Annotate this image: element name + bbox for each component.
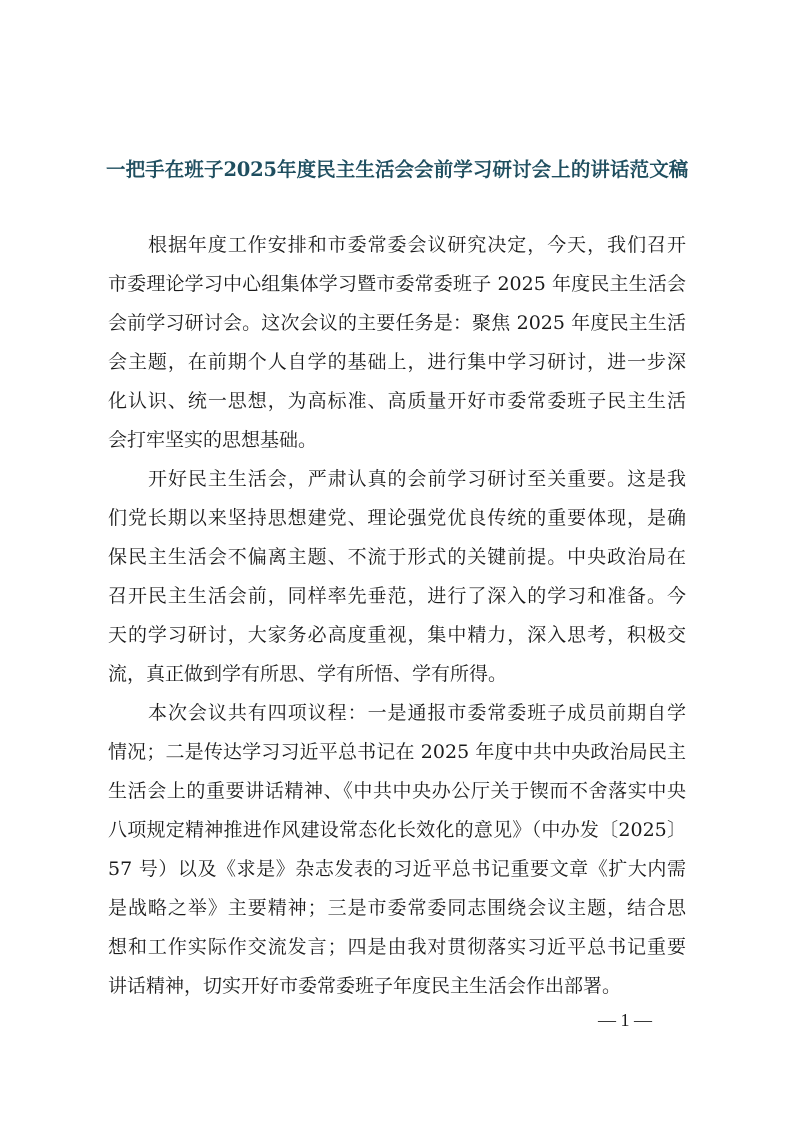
text-line: 八项规定精神推进作风建设常态化长效化的意见》（中办发〔2025〕 bbox=[108, 819, 686, 841]
text-line: 会主题，在前期个人自学的基础上，进行集中学习研讨，进一步深 bbox=[108, 351, 686, 373]
text-line: 会打牢坚实的思想基础。 bbox=[108, 429, 318, 451]
document-body bbox=[108, 226, 686, 1006]
text-line: 根据年度工作安排和市委常委会议研究决定，今天，我们召开 bbox=[148, 234, 686, 256]
text-line: 保民主生活会不偏离主题、不流于形式的关键前提。中央政治局在 bbox=[108, 546, 686, 568]
document-title: 一把手在班子2025年度民主生活会会前学习研讨会上的讲话范文稿 bbox=[106, 158, 688, 181]
text-line: 们党长期以来坚持思想建党、理论强党优良传统的重要体现，是确 bbox=[108, 507, 686, 529]
paragraph bbox=[108, 694, 686, 1006]
text-line: 召开民主生活会前，同样率先垂范，进行了深入的学习和准备。今 bbox=[108, 585, 686, 607]
text-line: 57 号）以及《求是》杂志发表的习近平总书记重要文章《扩大内需 bbox=[108, 858, 686, 880]
text-line: 情况；二是传达学习习近平总书记在 2025 年度中共中央政治局民主 bbox=[108, 741, 686, 763]
text-line: 本次会议共有四项议程：一是通报市委常委班子成员前期自学 bbox=[148, 702, 686, 724]
text-line: 化认识、统一思想，为高标准、高质量开好市委常委班子民主生活 bbox=[108, 390, 686, 412]
page-number: — 1 — bbox=[598, 1010, 652, 1030]
text-line: 讲话精神，切实开好市委常委班子年度民主生活会作出部署。 bbox=[108, 975, 622, 997]
paragraph bbox=[108, 460, 686, 694]
text-line: 天的学习研讨，大家务必高度重视，集中精力，深入思考，积极交 bbox=[108, 624, 686, 646]
paragraph bbox=[108, 226, 686, 460]
text-line: 开好民主生活会，严肃认真的会前学习研讨至关重要。这是我 bbox=[148, 468, 686, 490]
text-line: 想和工作实际作交流发言；四是由我对贯彻落实习近平总书记重要 bbox=[108, 936, 686, 958]
text-line: 生活会上的重要讲话精神、《中共中央办公厅关于锲而不舍落实中央 bbox=[108, 780, 686, 802]
text-line: 流，真正做到学有所思、学有所悟、学有所得。 bbox=[108, 663, 508, 685]
text-line: 市委理论学习中心组集体学习暨市委常委班子 2025 年度民主生活会 bbox=[108, 273, 686, 295]
text-line: 是战略之举》主要精神；三是市委常委同志围绕会议主题，结合思 bbox=[108, 897, 686, 919]
text-line: 会前学习研讨会。这次会议的主要任务是：聚焦 2025 年度民主生活 bbox=[108, 312, 686, 334]
